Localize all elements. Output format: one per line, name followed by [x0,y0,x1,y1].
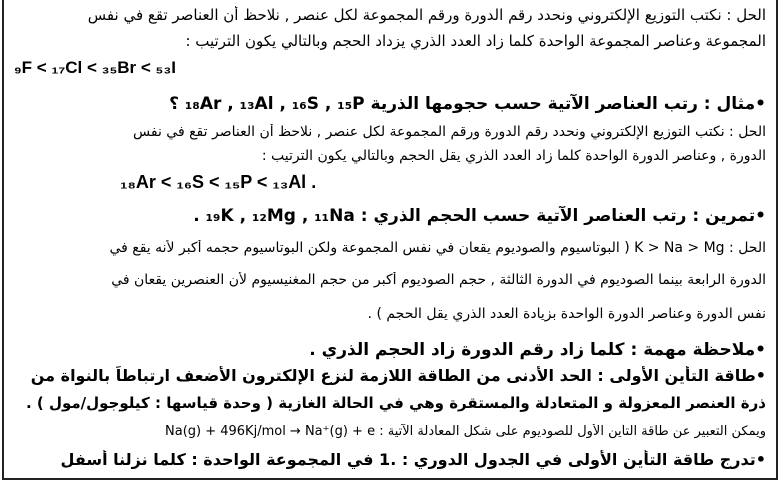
example-solution-line-2: الدورة , وعناصر الدورة الواحدة كلما زاد العدد الذري يقل الحجم وبالتالي يكون الترتيب : [261,148,766,164]
ionization-definition-line-1: •طاقة التأين الأولى : الحد الأدنى من الطاقة اللازمة لنزع الإلكترون الأضعف ارتباطاً بالنواة من [30,366,766,385]
exercise-solution-line-1: الحل : K > Na > Mg ( البوتاسيوم والصوديوم يقعان في نفس المجموعة ولكن البوتاسيوم حجمه أكبر لأنه يقع في [109,240,766,256]
solution-line-2: المجموعة وعناصر المجموعة الواحدة كلما زاد العدد الذري يزداد الحجم وبالتالي يكون الترتيب : [185,32,766,50]
example-solution-line-1: الحل : نكتب التوزيع الإلكتروني ونحدد رقم الدورة ورقم المجموعة لكل عنصر , نلاحظ أن العناصر تقع في نفس [133,124,766,140]
exercise-solution-line-3: نفس الدورة وعناصر الدورة الواحدة بزيادة العدد الذري يقل الحجم ) . [367,306,766,322]
sodium-ionization-equation: ويمكن التعبير عن طاقة التأين الأول للصوديوم على شكل المعادلة الآتية : Na(g) + 496Kj/mol → Na⁺(g) + e [165,424,766,439]
example-question: •مثال : رتب العناصر الآتية حسب حجومها الذرية ₁₈Ar , ₁₃Al , ₁₆S , ₁₅P ؟ [169,94,766,114]
period-order-formula: ₁₈Ar < ₁₆S < ₁₅P < ₁₃Al . [120,172,317,192]
exercise-solution-line-2: الدورة الرابعة بينما الصوديوم في الدورة الثالثة , حجم الصوديوم أكبر من حجم المغنيسيوم لأن العنصرين يقعان في [111,272,766,288]
important-note: •ملاحظة مهمة : كلما زاد رقم الدورة زاد الحجم الذري . [309,340,766,360]
exercise-question: •تمرين : رتب العناصر الآتية حسب الحجم الذري : ₁₉K , ₁₂Mg , ₁₁Na . [193,206,766,226]
ionization-definition-line-2: ذرة العنصر المعزولة و المتعادلة والمستقرة وهي في الحالة الغازية ( وحدة قياسها : كيلوجول/مول ) . [25,394,766,412]
solution-line-1: الحل : نكتب التوزيع الإلكتروني ونحدد رقم الدورة ورقم المجموعة لكل عنصر , نلاحظ أن العناصر تقع في نفس [87,6,766,24]
ionization-trend-heading: •تدرج طاقة التأين الأولى في الجدول الدوري : .1 في المجموعة الواحدة : كلما نزلنا أسفل [60,450,766,469]
halogen-order-formula: ₉F < ₁₇Cl < ₃₅Br < ₅₃I [14,58,176,77]
